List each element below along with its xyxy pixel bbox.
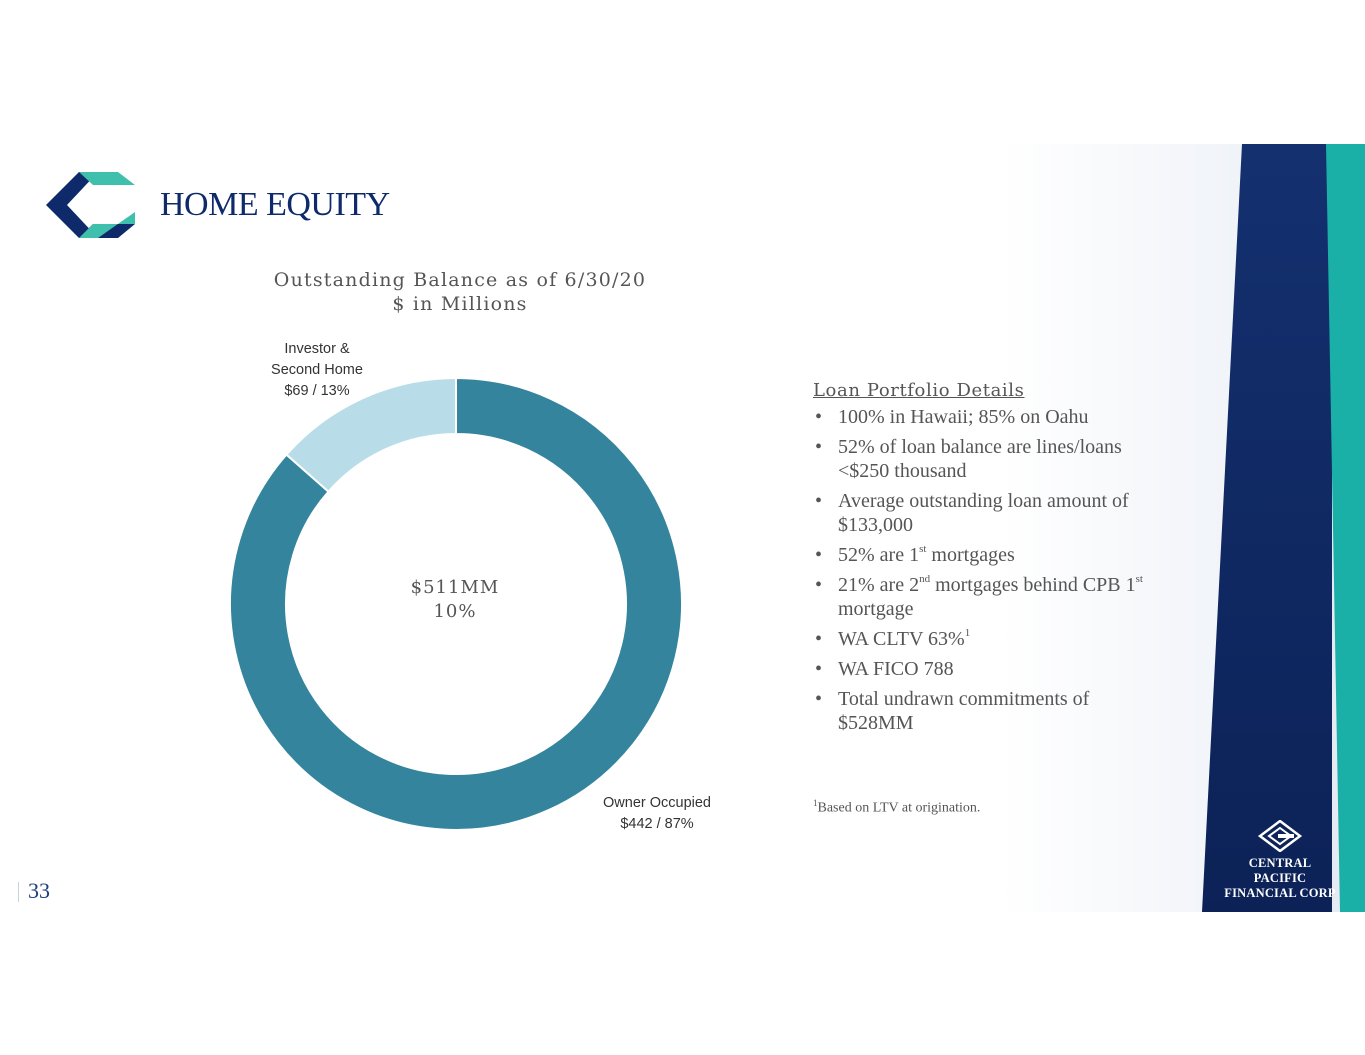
slice-label-investor <box>257 339 377 402</box>
loan-portfolio-details <box>813 380 1153 741</box>
bullet-text: mortgages <box>926 544 1015 566</box>
bullet-text: mortgage <box>838 598 914 620</box>
list-item <box>813 543 1153 567</box>
list-item <box>813 657 1153 681</box>
slice-label-owner <box>587 793 727 835</box>
list-item <box>813 489 1153 537</box>
details-list <box>813 405 1153 735</box>
donut-center-label <box>380 576 530 624</box>
page-title: HOME EQUITY <box>160 186 390 223</box>
bullet-text: 52% of loan balance are lines/loans <$250 thousand <box>838 436 1122 482</box>
superscript: nd <box>919 573 931 586</box>
bullet-text: Average outstanding loan amount of $133,000 <box>838 490 1129 536</box>
slide <box>0 144 1365 912</box>
list-item <box>813 435 1153 483</box>
list-item <box>813 405 1153 429</box>
list-item <box>813 573 1153 621</box>
bullet-text: 52% are 1 <box>838 544 920 566</box>
superscript: st <box>919 543 927 556</box>
slice-label-line: $69 / 13% <box>284 383 350 399</box>
details-heading: Loan Portfolio Details <box>813 380 1025 401</box>
bullet-text: mortgages behind CPB 1 <box>930 574 1136 596</box>
bullet-text: WA FICO 788 <box>838 658 954 680</box>
bullet-text: WA CLTV 63% <box>838 628 965 650</box>
superscript: 1 <box>964 627 971 640</box>
corp-name-line1: CENTRAL PACIFIC <box>1248 856 1312 885</box>
list-item <box>813 687 1153 735</box>
chart-title-line: Outstanding Balance as of 6/30/20 <box>273 269 647 291</box>
slice-label-line: Investor & <box>284 341 350 357</box>
bullet-text: Total undrawn commitments of $528MM <box>838 688 1090 734</box>
page-number-rule <box>18 882 19 902</box>
chart-subtitle: $ in Millions <box>392 293 528 315</box>
slice-label-line: Second Home <box>271 362 363 378</box>
corp-logo-icon <box>1258 820 1302 852</box>
slice-label-line: Owner Occupied <box>603 795 711 811</box>
corp-logo <box>1222 820 1338 901</box>
footnote <box>813 798 980 817</box>
corp-name-line2: FINANCIAL CORP <box>1224 886 1336 900</box>
footnote-text: Based on LTV at origination. <box>817 800 981 816</box>
footnote-mark: 1 <box>813 798 818 808</box>
center-percent: 10% <box>433 601 477 622</box>
bullet-text: 21% are 2 <box>838 574 920 596</box>
superscript: st <box>1135 573 1143 586</box>
bullet-text: 100% in Hawaii; 85% on Oahu <box>838 406 1089 428</box>
list-item <box>813 627 1153 651</box>
slice-label-line: $442 / 87% <box>620 816 694 832</box>
center-total: $511MM <box>410 577 500 598</box>
page-number: 33 <box>28 878 50 903</box>
